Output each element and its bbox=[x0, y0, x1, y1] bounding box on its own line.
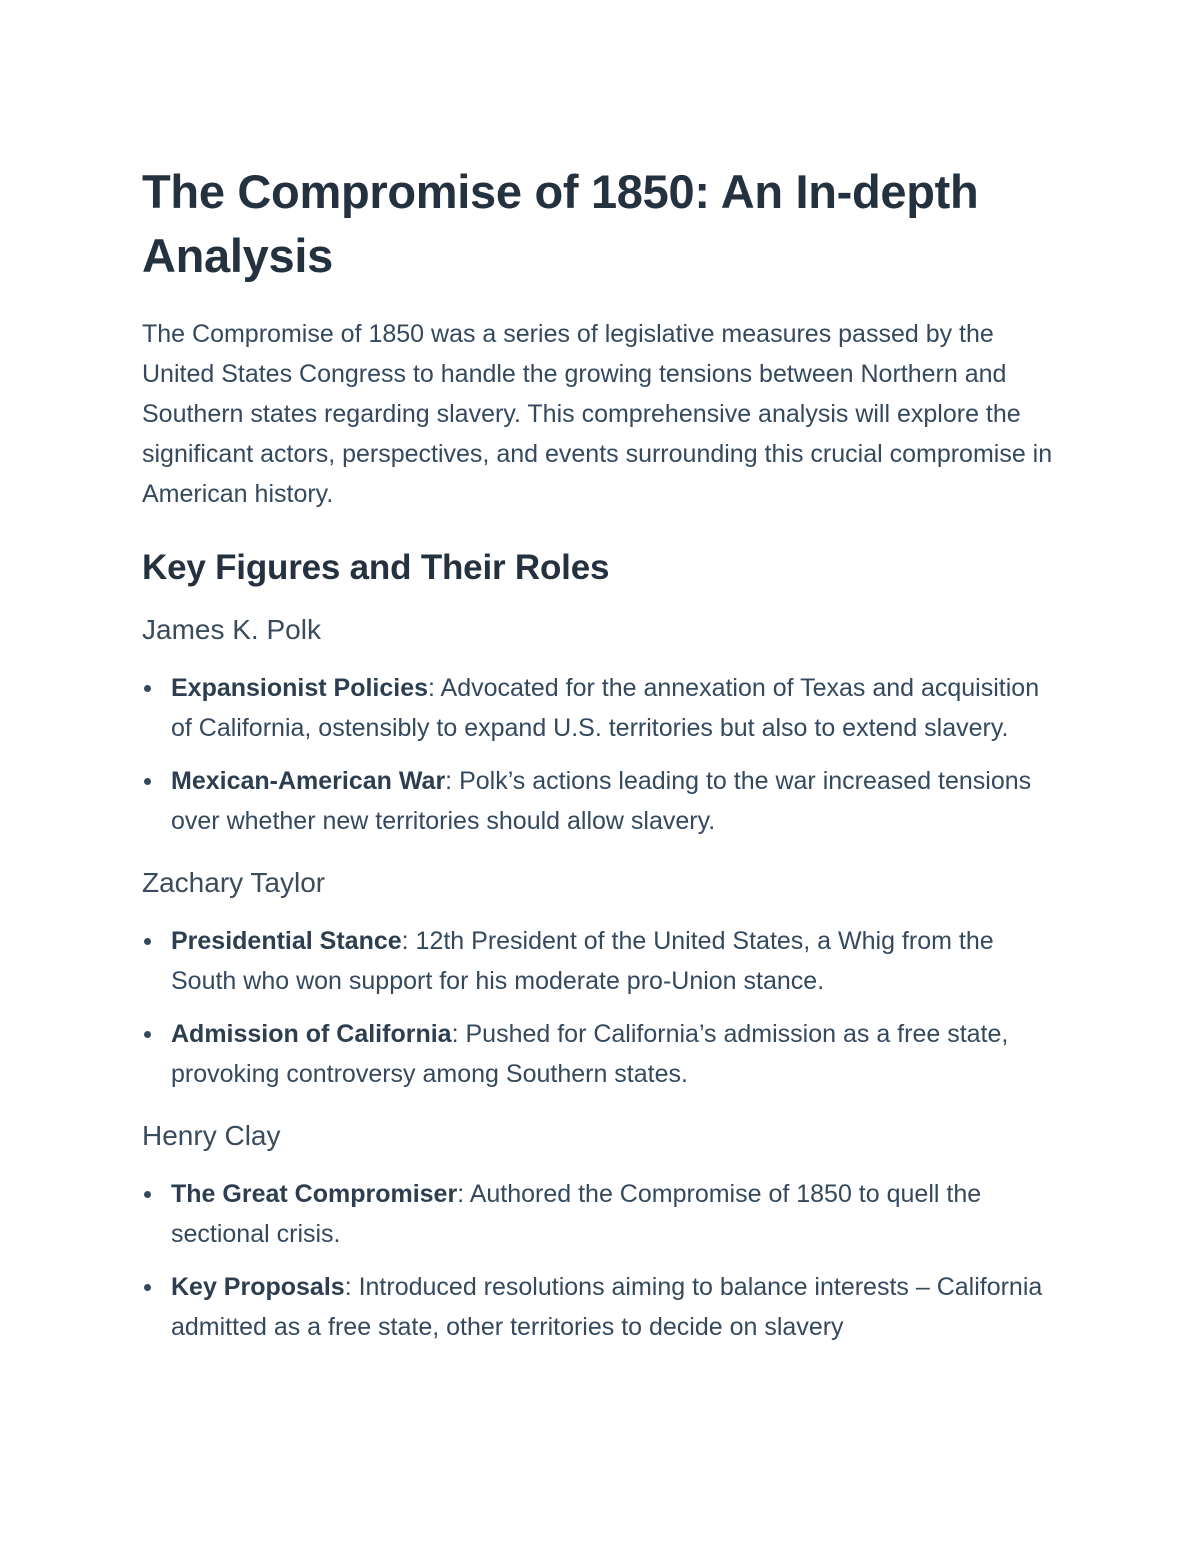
item-term: Admission of California bbox=[171, 1020, 452, 1048]
list-item bbox=[142, 761, 1062, 841]
item-text: : 12th President of the United States, a Whig from the South who won support for his moderate pro-Union stance. bbox=[171, 927, 994, 995]
bullet-list bbox=[142, 668, 1062, 841]
bullet-list bbox=[142, 1174, 1062, 1347]
item-text: : Authored the Compromise of 1850 to quell the sectional crisis. bbox=[171, 1180, 982, 1248]
bullet-icon bbox=[144, 1284, 151, 1291]
item-text: : Polk’s actions leading to the war increased tensions over whether new territories should allow slavery. bbox=[171, 767, 1032, 835]
list-item bbox=[142, 921, 1062, 1001]
figure-heading: James K. Polk bbox=[142, 614, 321, 645]
figure-section bbox=[142, 610, 1062, 841]
document-page bbox=[142, 160, 1062, 1347]
bullet-list bbox=[142, 921, 1062, 1094]
bullet-icon bbox=[144, 1191, 151, 1198]
list-item bbox=[142, 668, 1062, 748]
section-heading: Key Figures and Their Roles bbox=[142, 548, 610, 587]
bullet-icon bbox=[144, 685, 151, 692]
figure-heading: Henry Clay bbox=[142, 1120, 281, 1151]
document-title: The Compromise of 1850: An In-depth Analysis bbox=[142, 165, 979, 282]
figure-heading: Zachary Taylor bbox=[142, 867, 326, 898]
bullet-icon bbox=[144, 938, 151, 945]
item-text: : Introduced resolutions aiming to balance interests – California admitted as a free state, other territories to decide on slavery bbox=[171, 1273, 1043, 1341]
item-term: Mexican-American War bbox=[171, 767, 446, 795]
list-item bbox=[142, 1174, 1062, 1254]
item-term: The Great Compromiser bbox=[171, 1180, 458, 1208]
bullet-icon bbox=[144, 1031, 151, 1038]
figure-section bbox=[142, 1116, 1062, 1347]
list-item bbox=[142, 1267, 1062, 1347]
bullet-icon bbox=[144, 778, 151, 785]
item-term: Presidential Stance bbox=[171, 927, 402, 955]
item-term: Key Proposals bbox=[171, 1273, 345, 1301]
figure-section bbox=[142, 863, 1062, 1094]
item-text: : Advocated for the annexation of Texas and acquisition of California, ostensibly to expand U.S. territories but also to extend slavery. bbox=[171, 674, 1040, 742]
item-text: : Pushed for California’s admission as a free state, provoking controversy among Southern states. bbox=[171, 1020, 1009, 1088]
intro-paragraph: The Compromise of 1850 was a series of legislative measures passed by the United States Congress to handle the growing tensions between Northern and Southern states regarding slavery. This comprehensive analysis will explore the significant actors, perspectives, and events surrounding this crucial compromise in American history. bbox=[142, 320, 1053, 508]
item-term: Expansionist Policies bbox=[171, 674, 429, 702]
list-item bbox=[142, 1014, 1062, 1094]
